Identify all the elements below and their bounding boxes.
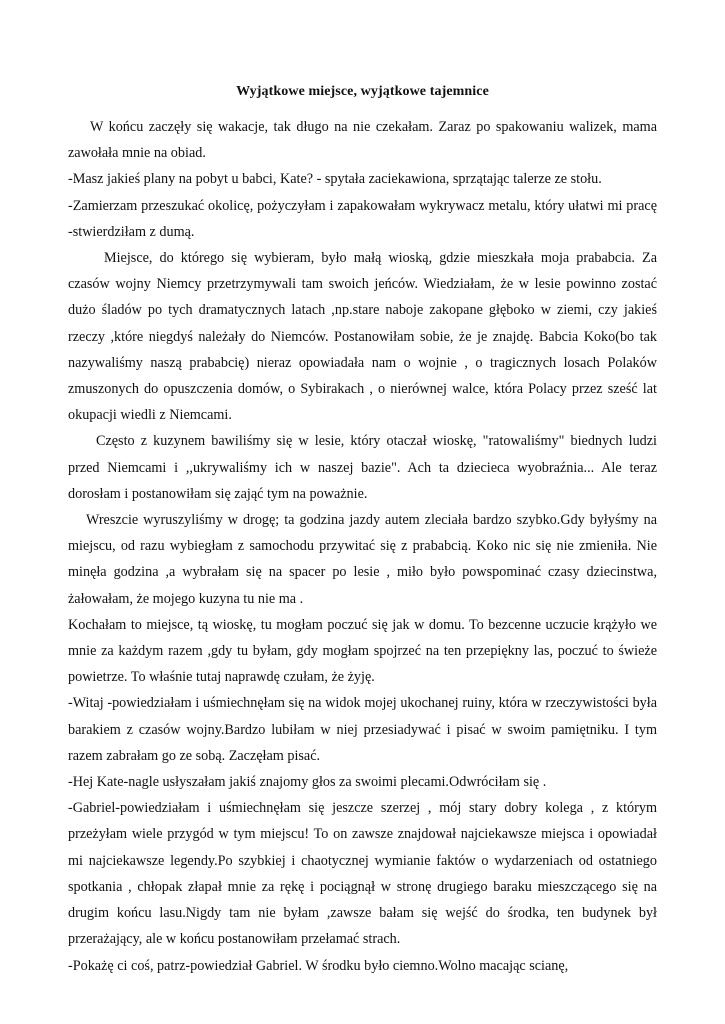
document-title: Wyjątkowe miejsce, wyjątkowe tajemnice bbox=[236, 84, 489, 99]
paragraph: -Gabriel-powiedziałam i uśmiechnęłam się jeszcze szerzej , mój stary dobry kolega , z którym przeżyłam wiele przygód w tym miejscu! To on zawsze znajdował najciekawsze miejsca i opowiadał mi najciekawsze legendy.Po szybkiej i chaotycznej wymianie faktów o wydarzeniach od ostatniego spotkania , chłopak złapał mnie za rękę i pociągnął w stronę drugiego baraku mieszczącego się na drugim końcu lasu.Nigdy tam nie byłam ,zawsze bałam się wejść do środka, ten budynek był przerażający, ale w końcu postanowiłam przełamać strach. bbox=[68, 800, 657, 948]
paragraph: -Zamierzam przeszukać okolicę, pożyczyłam i zapakowałam wykrywacz metalu, który ułatwi mi pracę -stwierdziłam z dumą. bbox=[68, 197, 657, 240]
paragraph: -Masz jakieś plany na pobyt u babci, Kate? - spytała zaciekawiona, sprzątając talerze ze stołu. bbox=[68, 171, 602, 188]
paragraph: -Hej Kate-nagle usłyszałam jakiś znajomy głos za swoimi plecami.Odwróciłam się . bbox=[68, 774, 547, 791]
paragraph: Często z kuzynem bawiliśmy się w lesie, który otaczał wioskę, "ratowaliśmy" biednych ludzi przed Niemcami i ,,ukrywaliśmy ich w naszej bazie". Ach ta dziecieca wyobraźnia... Ale teraz dorosłam i postanowiłam się zająć tym na poważnie. bbox=[68, 433, 657, 502]
paragraph: W końcu zaczęły się wakacje, tak długo na nie czekałam. Zaraz po spakowaniu walizek, mama zawołała mnie na obiad. bbox=[68, 119, 657, 162]
paragraph: -Pokażę ci coś, patrz-powiedział Gabriel. W środku było ciemno.Wolno macając scianę, bbox=[68, 957, 569, 974]
paragraph: -Witaj -powiedziałam i uśmiechnęłam się na widok mojej ukochanej ruiny, która w rzeczywistości była barakiem z czasów wojny.Bardzo lubiłam w niej przesiadywać i pisać w swoim pamiętniku. I tym razem zabrałam go ze sobą. Zaczęłam pisać. bbox=[68, 695, 657, 764]
paragraph: Wreszcie wyruszyliśmy w drogę; ta godzina jazdy autem zleciała bardzo szybko.Gdy byłyśmy na miejscu, od razu wybiegłam z samochodu przywitać się z prababcią. Koko nic się nie zmieniła. Nie minęła godzina ,a wybrałam się na spacer po lesie , miło było powspominać czasy dziecinstwa, żałowałam, że mojego kuzyna tu nie ma . bbox=[68, 512, 657, 607]
paragraph: Kochałam to miejsce, tą wioskę, tu mogłam poczuć się jak w domu. To bezcenne uczucie krążyło we mnie za każdym razem ,gdy tu byłam, gdy mogłam spojrzeć na ten przepiękny las, poczuć to świeże powietrze. To właśnie tutaj naprawdę czułam, że żyję. bbox=[68, 616, 657, 686]
paragraph: Miejsce, do którego się wybieram, było małą wioską, gdzie mieszkała moja prababcia. Za czasów wojny Niemcy przetrzymywali tam swoich jeńców. Wiedziałam, że w lesie powinno zostać dużo śladów po tych dramatycznych latach ,np.stare naboje zakopane głęboko w ziemi, czy jakieś rzeczy ,które niegdyś należały do Niemców. Postanowiłam sobie, że je znajdę. Babcia Koko(bo tak nazywaliśmy naszą prababcię) nieraz opowiadała nam o wojnie , o tragicznych losach Polaków zmuszonych do opuszczenia domów, o Sybirakach , o nierównej walce, która Polacy przez sześć lat okupacji wiedli z Niemcami. bbox=[68, 250, 657, 424]
